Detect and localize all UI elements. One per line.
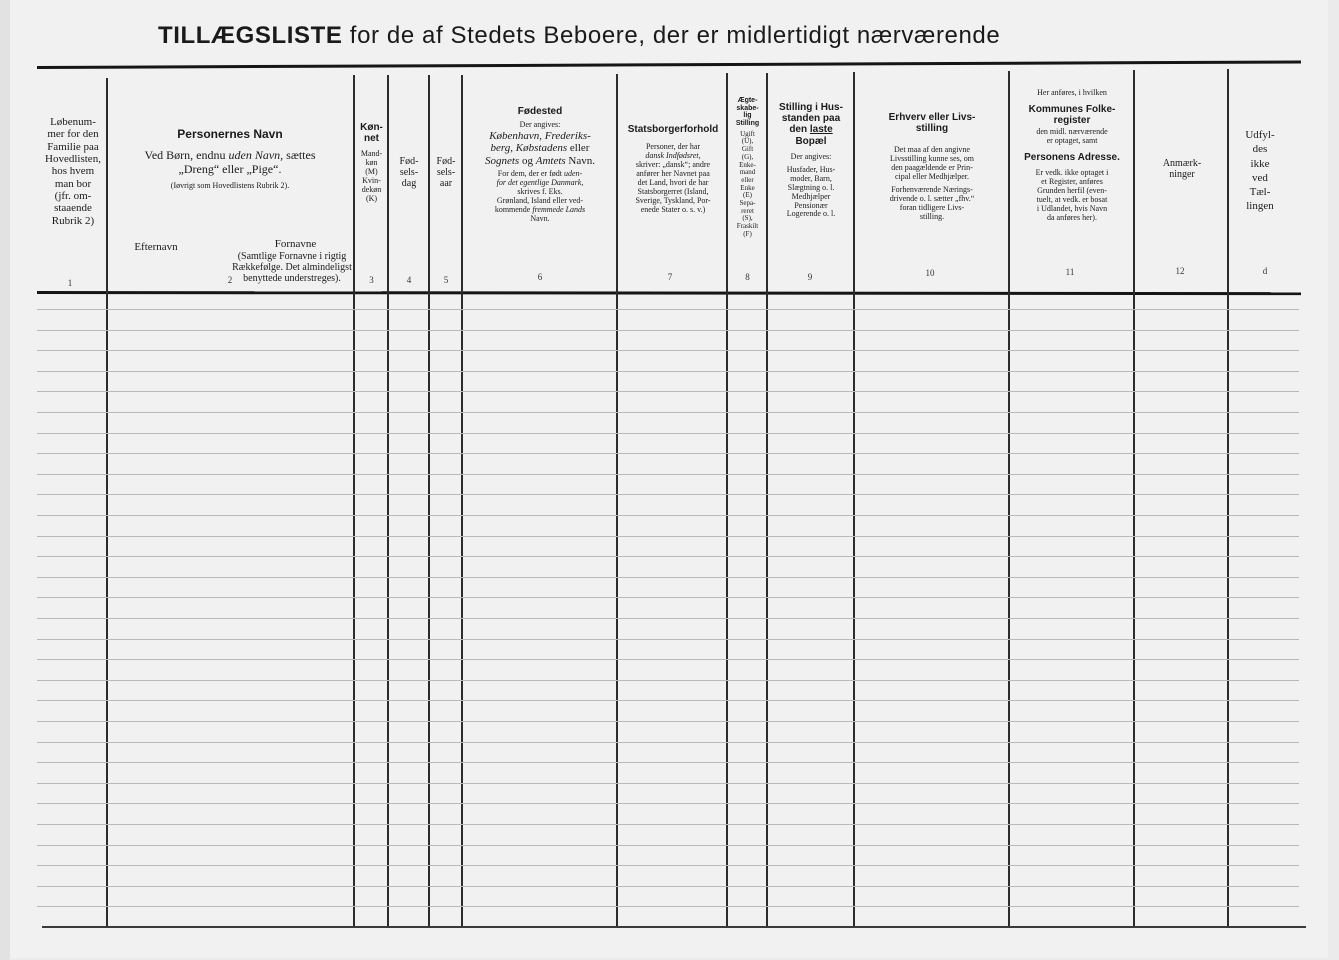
col11-p: et Register, anføres: [1041, 177, 1103, 187]
form-title-main: TILLÆGSLISTE: [158, 22, 343, 49]
col4-heading: dag: [401, 178, 417, 190]
col11-heading: register: [1053, 115, 1091, 127]
col11-heading: Kommunes Folke-: [1028, 103, 1116, 115]
col3-heading: Køn-: [360, 122, 383, 133]
col8-line: mand: [739, 168, 756, 177]
col6-p2a: For dem, der er født: [497, 169, 564, 179]
entry-row-line: [37, 330, 1299, 331]
col10-p1: cipal eller Medhjælper.: [895, 172, 969, 182]
col7-line-italic: dansk Indfødsret,: [645, 151, 701, 161]
col9-line: Pensionær: [794, 200, 828, 210]
col4-heading: sels-: [399, 167, 419, 179]
col2-note: (Iøvrigt som Hovedlistens Rubrik 2).: [170, 181, 290, 191]
header-bottom-rule: [37, 291, 1301, 295]
column-number: 2: [227, 275, 233, 285]
col6-italic1: København, Frederiks-: [489, 130, 591, 143]
col2-heading: Personernes Navn: [177, 127, 283, 141]
col2-header: [110, 128, 350, 191]
col10-heading: stilling: [915, 123, 949, 135]
col9-line: moder, Barn,: [790, 173, 832, 183]
col11-top: Her anføres, i hvilken: [1037, 88, 1107, 97]
col7-header: [618, 124, 728, 215]
entry-row-line: [37, 597, 1299, 598]
col8-line: reret: [741, 206, 754, 215]
col6-italic3: Sognets: [484, 154, 520, 167]
col8-line: Fraskilt: [736, 222, 759, 230]
col3-line: Mand-: [360, 149, 383, 159]
col6-p3b: kommende: [494, 204, 533, 214]
col11-p: tuelt, at vedk. er bosat: [1036, 195, 1108, 205]
entry-row-line: [37, 618, 1299, 619]
col11-p: i Udlandet, hvis Navn: [1036, 204, 1108, 214]
col11-heading2: Personens Adresse.: [1024, 152, 1120, 164]
col1-line: Hovedlisten,: [45, 152, 101, 165]
column-number: 7: [667, 272, 673, 282]
col9-heading-end: Bopæl: [795, 135, 827, 147]
entry-row-line: [37, 433, 1299, 434]
col12-heading: Anmærk-: [1162, 158, 1202, 169]
cold-line: lingen: [1246, 200, 1274, 213]
entry-row-line: [37, 906, 1299, 907]
col7-line: det Land, hvori de har: [637, 178, 709, 187]
col1-line: man bor: [54, 177, 92, 190]
column-number: 1: [67, 278, 73, 288]
col8-line: (F): [743, 229, 752, 238]
col11-p: Grunden herfil (even-: [1037, 186, 1107, 196]
col1-line: Løbenum-: [50, 116, 96, 128]
col2-firstname-note: (Samtlige Fornavne i rigtig Rækkefølge. Det almindeligst benyttede understreges).: [232, 251, 352, 285]
col1-line: Familie paa: [47, 140, 99, 153]
col8-line: Ugift: [740, 129, 755, 138]
col7-line: Sverige, Tyskland, Por-: [635, 195, 711, 205]
cold-line: Udfyl-: [1245, 129, 1275, 141]
column-divider: [428, 75, 430, 926]
column-number: 10: [925, 268, 935, 278]
col12-heading: ninger: [1169, 169, 1195, 181]
col11-sub: den midl. nærværende: [1036, 127, 1108, 137]
entry-row-line: [37, 721, 1299, 722]
col8-heading: lig: [743, 112, 752, 120]
cold-line: ved: [1252, 171, 1268, 184]
col2-line1: Ved Børn, endnu: [144, 148, 229, 163]
col2-line2: „Dreng“ eller „Pige“.: [178, 161, 282, 176]
col3-heading: net: [364, 133, 379, 145]
col7-line: Statsborgerret (Island,: [637, 186, 709, 196]
col12-header: [1135, 158, 1229, 180]
column-number: 5: [443, 275, 449, 285]
col9-header: [768, 102, 854, 219]
entry-row-line: [37, 886, 1299, 887]
column-number: 11: [1065, 267, 1075, 277]
entry-row-line: [37, 536, 1299, 537]
col8-line: eller: [741, 175, 754, 184]
entry-row-line: [37, 494, 1299, 495]
col6-p2b: for det egentlige Danmark,: [496, 178, 584, 188]
col6-heading: Fødested: [517, 106, 563, 117]
col7-line: Personer, der har: [645, 142, 701, 152]
col9-line: Husfader, Hus-: [786, 164, 836, 174]
column-number: 3: [369, 275, 374, 285]
col9-sub: Der angives:: [790, 151, 832, 161]
col7-line: anfører her Navnet paa: [636, 169, 710, 179]
entry-row-line: [37, 803, 1299, 804]
col6-p3c: Navn.: [530, 213, 550, 223]
entry-row-line: [37, 515, 1299, 516]
census-form-sheet: [10, 0, 1328, 958]
entry-row-line: [37, 412, 1299, 413]
entry-row-line: [37, 556, 1299, 557]
entry-row-line: [37, 659, 1299, 660]
col8-line: (E): [743, 191, 752, 200]
col10-p2: Forhenværende Nærings-: [891, 185, 973, 195]
col10-header: [855, 112, 1009, 222]
col5-heading: aar: [439, 178, 453, 190]
col3-line: Kvin-: [362, 176, 381, 186]
col3-header: [355, 122, 388, 204]
col8-line: (G),: [741, 152, 754, 161]
col9-heading: Stilling i Hus-: [779, 102, 843, 113]
col6-p2c: skrives f. Eks.: [517, 186, 563, 196]
col8-line: Gift: [741, 145, 754, 154]
col9-line: Medhjælper: [791, 191, 831, 201]
entry-row-line: [37, 453, 1299, 454]
entry-row-line: [37, 371, 1299, 372]
col10-p1: Livsstilling kunne ses, om: [890, 154, 974, 164]
col8-heading: Ægte-: [737, 97, 758, 104]
col10-p2: drivende o. l. sætter „fhv.“: [889, 194, 975, 204]
col4-heading: Fød-: [399, 156, 419, 167]
col10-p1: Det maa af den angivne: [894, 145, 970, 155]
col4-header: [389, 156, 429, 190]
column-number: 9: [807, 272, 813, 282]
col6-p2a-italic: uden-: [563, 169, 583, 179]
entry-row-line: [37, 824, 1299, 825]
col7-line: enede Stater o. s. v.): [640, 204, 706, 214]
col6-header: [463, 106, 617, 224]
entry-row-line: [37, 474, 1299, 475]
entry-row-line: [37, 700, 1299, 701]
cold-line: Tæl-: [1249, 186, 1271, 199]
col1-line: mer for den: [47, 128, 99, 141]
entry-row-line: [37, 639, 1299, 640]
col1-line: hos hvem: [51, 165, 95, 178]
col11-header: [1010, 89, 1134, 223]
col11-sub: er optaget, samt: [1046, 136, 1098, 146]
col10-p1: den paagældende er Prin-: [891, 163, 973, 173]
form-title-rest: for de af Stedets Beboere, der er midlertidigt nærværende: [342, 22, 1001, 49]
col6-sub: Der angives:: [519, 120, 561, 130]
col8-line: (U),: [741, 137, 754, 146]
col7-line: skriver: „dansk“; andre: [635, 160, 711, 170]
col10-heading: Erhverv eller Livs-: [888, 112, 976, 123]
cold-header: [1229, 128, 1291, 214]
col10-p2: foran tidligere Livs-: [899, 203, 965, 213]
column-number: 4: [406, 275, 412, 285]
col8-heading: Stilling: [735, 120, 760, 128]
bottom-rule: [42, 926, 1306, 928]
col1-line: Rubrik 2): [51, 214, 95, 227]
col8-heading: skabe-: [736, 104, 759, 112]
col6-plain3a: og: [519, 154, 536, 167]
column-number: 8: [745, 272, 750, 282]
entry-row-line: [37, 742, 1299, 743]
entry-row-line: [37, 762, 1299, 763]
col6-plain3b: Navn.: [565, 154, 595, 167]
col11-p: da anføres her).: [1047, 213, 1097, 223]
col9-heading: den: [789, 124, 810, 136]
col9-line: Logerende o. l.: [786, 209, 836, 219]
col2-line1-italic: uden Navn,: [228, 148, 284, 163]
col10-p2: stilling.: [919, 212, 945, 222]
col5-header: [430, 156, 462, 190]
entry-row-line: [37, 577, 1299, 578]
col6-p3b-italic: fremmede Lands: [532, 204, 586, 214]
col8-header: [727, 97, 768, 238]
col9-line: Slægtning o. l.: [787, 182, 835, 192]
col2-firstname-label: Fornavne: [274, 238, 317, 250]
col3-line: køn: [365, 158, 378, 168]
col6-italic2: berg, Købstadens: [490, 142, 568, 155]
col6-plain2: eller: [567, 142, 590, 155]
cold-line: des: [1252, 143, 1268, 156]
col2-surname-label: Efternavn: [134, 241, 178, 253]
form-title: [158, 22, 1000, 50]
top-rule: [37, 60, 1301, 69]
entry-row-line: [37, 680, 1299, 681]
col3-line: (K): [365, 194, 378, 204]
col1-header: [38, 116, 108, 227]
col6-p3a: Grønland, Island eller ved-: [496, 195, 584, 205]
col6-italic3b: Amtets: [535, 154, 566, 167]
col3-line: (M): [365, 167, 378, 177]
col7-heading: Statsborgerforhold: [627, 124, 719, 135]
col2-line1-end: sættes: [283, 148, 316, 163]
col8-line: (S),: [742, 214, 753, 223]
col9-heading-underlined: laste: [809, 124, 833, 136]
entry-row-line: [37, 309, 1299, 310]
column-number: 12: [1175, 266, 1185, 276]
entry-row-line: [37, 391, 1299, 392]
entry-row-line: [37, 783, 1299, 784]
col1-line: staaende: [54, 202, 92, 215]
col3-line: dekøn: [361, 185, 382, 195]
entry-row-line: [37, 350, 1299, 351]
col9-heading: standen paa: [781, 113, 841, 125]
col8-line: Enke: [740, 183, 755, 192]
entry-row-line: [37, 845, 1299, 846]
col5-heading: Fød-: [436, 156, 456, 167]
col5-heading: sels-: [436, 167, 456, 179]
binding-edge: [0, 0, 10, 960]
col8-line: Sepa-: [739, 198, 756, 207]
column-number: 6: [537, 272, 543, 282]
column-number: d: [1262, 266, 1268, 276]
entry-row-line: [37, 865, 1299, 866]
col8-line: Enke-: [739, 160, 756, 169]
col11-p: Er vedk. ikke optaget i: [1035, 168, 1109, 178]
col1-line: (jfr. om-: [54, 189, 92, 202]
cold-line: ikke: [1250, 157, 1270, 170]
